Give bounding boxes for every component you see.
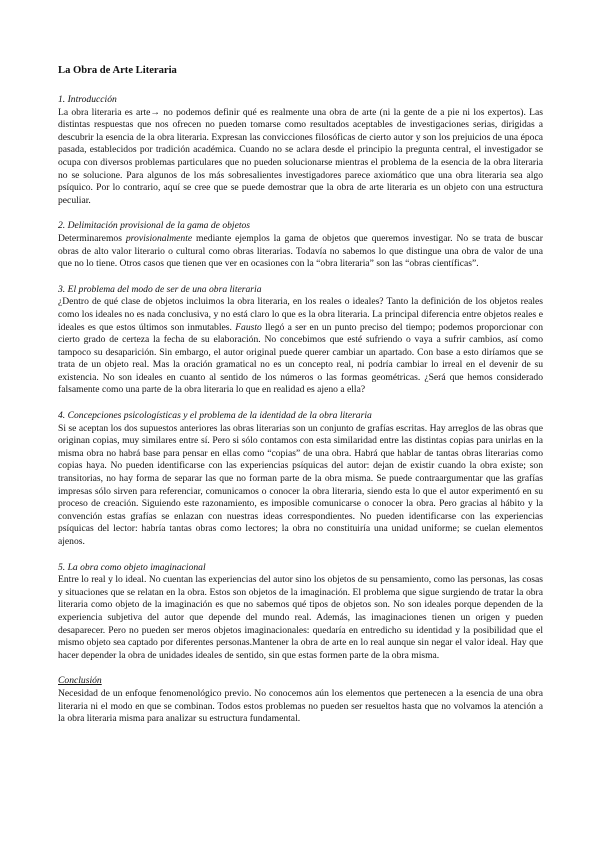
- conclusion-heading: Conclusión: [58, 675, 102, 687]
- document-title: La Obra de Arte Literaria: [58, 65, 177, 76]
- paragraph-text: mediante ejemplos la gama de objetos que queremos investigar. No se trata de buscar obras de alto valor literario o cultural como obras literarias. Todavía no sabemos lo que distingue una obra de valor de una que no lo tiene. Otros casos que tienen que ver en ocasiones con la “obra literaria” son las “obras científicas”.: [58, 232, 543, 270]
- paragraph-emphasis: Fausto: [235, 321, 262, 333]
- section-conclusion: [58, 675, 543, 725]
- document-body: [58, 64, 543, 739]
- section-objeto-imaginacional: [58, 562, 543, 663]
- paragraph-text: llegó a ser en un punto preciso del tiempo; podemos proporcionar con cierto grado de certeza la fecha de su elaboración. No concebimos que esté sufriendo o vaya a sufrir cambios, así como tampoco su desaparición. Sin embargo, el autor original puede querer cambiar un apartado. Con base a esto diríamos que se trata de un objeto real. Mas la oración gramatical no es un concepto real, ni podría cambiar lo irreal en el devenir de su existencia. No son ideales en cuanto al sentido de los números o las formas geométricas. ¿Será que hemos considerado falsamente como una parte de la obra literaria lo que en realidad es ajeno a ella?: [58, 321, 544, 396]
- section-concepciones: [58, 410, 543, 549]
- section-heading: 5. La obra como objeto imaginacional: [58, 561, 206, 573]
- paragraph-emphasis: provisionalmente: [125, 232, 193, 244]
- section-introduccion: [58, 94, 543, 207]
- section-heading: 1. Introducción: [58, 94, 117, 105]
- conclusion-paragraph: Necesidad de un enfoque fenomenológico previo. No conocemos aún los elementos que pertenecen a la esencia de una obra literaria ni el modo en que se combinan. Todos estos problemas no pueden ser resueltos hasta que no volvamos la atención a la obra literaria misma para analizar su estructura fundamental.: [58, 687, 543, 725]
- section-modo-de-ser: [58, 284, 543, 397]
- section-paragraph: [58, 296, 543, 397]
- section-heading: 2. Delimitación provisional de la gama de objetos: [58, 220, 251, 232]
- section-paragraph: La obra literaria es arte→ no podemos definir qué es realmente una obra de arte (ni la gente de a pie ni los expertos). Las distintas respuestas que nos ofrecen no pueden tomarse como resultados aceptables de investigaciones serias, dirigidas a descubrir la esencia de la obra literaria. Expresan las convicciones filosóficas de cierto autor y son los prejuicios de una época pasada, establecidos por tradición académica. Cuando no se aclara desde el principio la pregunta central, el investigador se ocupa con diversos problemas particulares que no pueden solucionarse mientras el problema de la esencia de la obra literaria no se solucione. Para algunos de los más sobresalientes investigadores parece axiomático que una obra literaria sea algo psíquico. Por lo contrario, aquí se cree que se puede demostrar que la obra de arte literaria es un objeto con una estructura peculiar.: [58, 106, 543, 206]
- section-paragraph: Entre lo real y lo ideal. No cuentan las experiencias del autor sino los objetos de su pensamiento, como las personas, las cosas y situaciones que se relatan en la obra. Estos son objetos de la imaginación. El problema que sigue surgiendo de tratar la obra literaria como objeto de la imaginación es que no sabemos qué tipos de objetos son. No son ideales porque dependen de la experiencia subjetiva del autor que depende del mundo real. Además, las imaginaciones tienen un origen y pueden desaparecer. Pero no pueden ser meros objetos imaginacionales: quedaría en entredicho su identidad y la posibilidad que el mismo objeto sea captado por diferentes personas.Mantener la obra de arte en lo real aunque sin negar el valor ideal. Hay que hacer depender la obra de unidades ideales de sentido, sin que estas formen parte de la obra misma.: [58, 574, 543, 661]
- section-heading: 4. Concepciones psicologísticas y el problema de la identidad de la obra literaria: [58, 410, 372, 422]
- section-paragraph: [58, 233, 543, 271]
- paragraph-text: Determinaremos: [58, 232, 126, 244]
- section-heading: 3. El problema del modo de ser de una obra literaria: [58, 283, 262, 295]
- section-delimitacion: [58, 220, 543, 270]
- paragraph-text: ¿Dentro de qué clase de objetos incluimos la obra literaria, en los reales o ideales? Tanto la definición de los objetos reales como los ideales no es nada conclusiva, y no está claro lo que es la obra literaria. La principal diferencia entre objetos reales e ideales es que estos últimos son inmutables.: [58, 296, 543, 333]
- section-paragraph: Si se aceptan los dos supuestos anteriores las obras literarias son un conjunto de grafías escritas. Hay arreglos de las obras que originan copias, muy similares entre sí. Pero si sólo contamos con esta similaridad entre las distintas copias para unirlas en la misma obra no habrá base para pensar en ellas como “copias” de una obra. Habrá que hablar de tantas obras literarias como copias haya. No pueden identificarse con las experiencias psíquicas del autor: dejan de existir cuando la obra existe; son transitorias, no hay forma de separar las que no forman parte de la obra misma. Se puede contraargumentar que las grafías impresas sólo sirven para referenciar, comunicamos o conocer la obra literaria, siendo esta lo que el autor experimentó en su proceso de creación. Siguiendo este razonamiento, es imposible comunicarse o conocer la obra. Pero gracias al hábito y la convención estas grafías se enlazan con nuestras ideas correspondientes. No pueden identificarse con las experiencias psíquicas del lector: habría tantas obras como lectores; la obra no constituiría una unidad uniforme; se cuelan elementos ajenos.: [58, 422, 543, 547]
